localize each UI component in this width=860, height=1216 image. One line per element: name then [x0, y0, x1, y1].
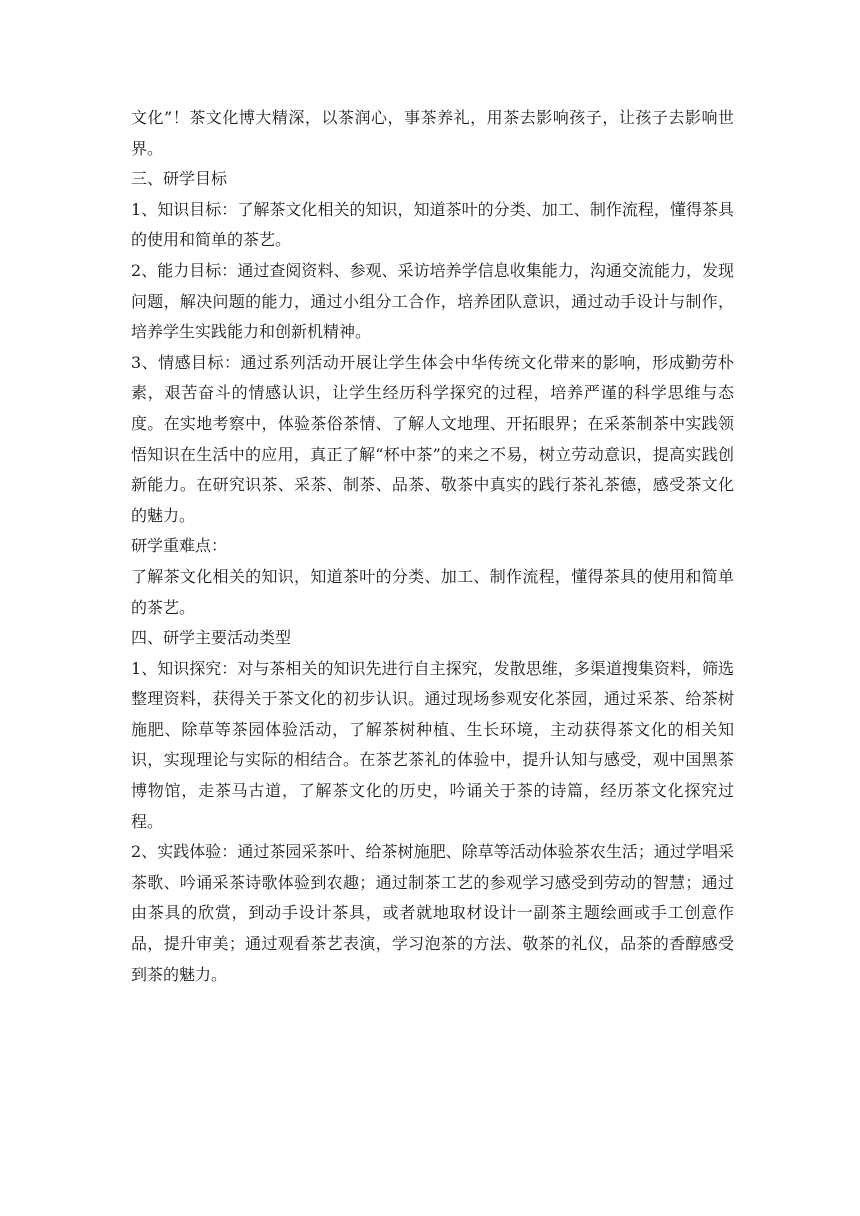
paragraph-practice-experience: 2、实践体验：通过茶园采茶叶、给茶树施肥、除草等活动体验茶农生活；通过学唱采茶歌、吟诵采茶诗歌体验到农趣；通过制茶工艺的参观学习感受到劳动的智慧；通过由茶具的欣赏，到动手设计茶具，或者就地取材设计一副茶主题绘画或手工创意作品，提升审美；通过观看茶艺表演，学习泡茶的方法、敬茶的礼仪，品茶的香醇感受到茶的魅力。: [131, 842, 734, 984]
paragraph-emotion-goal: 3、情感目标：通过系列活动开展让学生体会中华传统文化带来的影响，形成勤劳朴素，艰苦奋斗的情感认识，让学生经历科学探究的过程，培养严谨的科学思维与态度。在实地考察中，体验茶俗茶情、了解人文地理、开拓眼界；在采茶制茶中实践领悟知识在生活中的应用，真正了解“杯中茶”的来之不易，树立劳动意识，提高实践创新能力。在研究识茶、采茶、制茶、品茶、敬茶中真实的践行茶礼茶德，感受茶文化的魅力。: [131, 352, 734, 525]
heading-key-points: 研学重难点：: [131, 536, 228, 556]
document-body: [131, 103, 734, 990]
paragraph-knowledge-exploration: 1、知识探究：对与茶相关的知识先进行自主探究，发散思维，多渠道搜集资料，筛选整理资料，获得关于茶文化的初步认识。通过现场参观安化茶园，通过采茶、给茶树施肥、除草等茶园体验活动，了解茶树种植、生长环境，主动获得茶文化的相关知识，实现理论与实际的相结合。在茶艺茶礼的体验中，提升认知与感受，观中国黑茶博物馆，走茶马古道，了解茶文化的历史，吟诵关于茶的诗篇，经历茶文化探究过程。: [131, 658, 734, 831]
paragraph-culture-intro: 文化”！茶文化博大精深，以茶润心，事茶养礼，用茶去影响孩子，让孩子去影响世界。: [131, 108, 734, 158]
paragraph-key-points: 了解茶文化相关的知识，知道茶叶的分类、加工、制作流程，懂得茶具的使用和简单的茶艺。: [131, 566, 734, 617]
heading-research-goals: 三、研学目标: [131, 169, 228, 189]
heading-activity-types: 四、研学主要活动类型: [131, 628, 292, 648]
paragraph-knowledge-goal: 1、知识目标：了解茶文化相关的知识，知道茶叶的分类、加工、制作流程，懂得茶具的使用和简单的茶艺。: [131, 199, 734, 250]
paragraph-ability-goal: 2、能力目标：通过查阅资料、参观、采访培养学信息收集能力，沟通交流能力，发现问题，解决问题的能力，通过小组分工合作，培养团队意识，通过动手设计与制作，培养学生实践能力和创新机精神。: [131, 260, 734, 342]
